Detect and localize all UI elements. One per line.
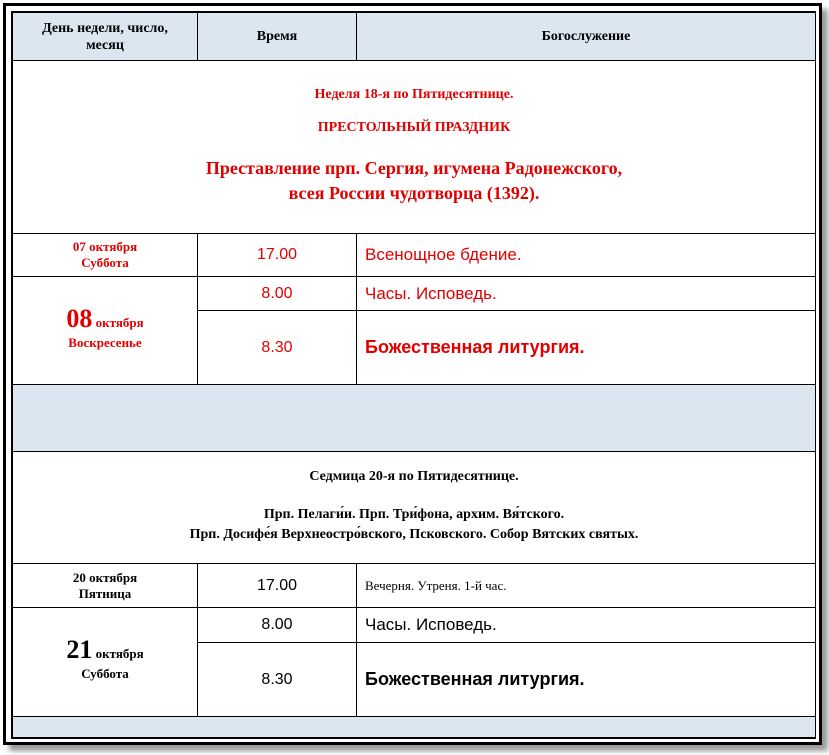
footer-cell [13,717,816,738]
day4-service-1: Часы. Исповедь. [357,608,816,643]
day3-service: Вечерня. Утреня. 1-й час. [357,564,816,608]
day3-row [13,564,816,608]
day4-month: октября [95,646,144,661]
day3-date-cell [13,564,198,608]
day1-time: 17.00 [198,234,357,277]
footer-row [13,717,816,738]
day3-time: 17.00 [198,564,357,608]
day4-row-1 [13,608,816,643]
table-header-row [13,13,816,61]
week1-title: Неделя 18-я по Пятидесятнице. [314,87,514,102]
day2-service-2: Божественная литургия. [357,311,816,385]
day4-time-1: 8.00 [198,608,357,643]
separator-cell [13,385,816,452]
week1-feast: ПРЕСТОЛЬНЫЙ ПРАЗДНИК [317,120,511,135]
schedule-table-container [11,11,816,739]
header-service: Богослужение [357,13,816,61]
day4-service-2: Божественная литургия. [357,643,816,717]
day2-weekday: Воскресенье [68,334,142,350]
day2-time-1: 8.00 [198,277,357,311]
week1-saint: Преставление прп. Сергия, игумена Радонежского, всея России чудотворца (1392). [205,158,623,203]
header-date: День недели, число, месяц [13,13,198,61]
day2-time-2: 8.30 [198,311,357,385]
day1-date: 07 октября [72,239,138,254]
header-time: Время [198,13,357,61]
week1-cell [13,61,816,234]
day1-row [13,234,816,277]
day4-date-cell [13,608,198,717]
schedule-table [12,12,816,738]
week2-title: Седмица 20-я по Пятидесятнице. [309,469,519,484]
day4-weekday: Суббота [81,666,129,681]
day1-service: Всенощное бдение. [357,234,816,277]
schedule-frame [3,3,822,745]
day1-date-cell [13,234,198,277]
day3-weekday: Пятница [78,585,132,601]
week2-saints: Прп. Пелаги́и. Прп. Три́фона, архим. Вя́тского. Прп. Досифе́я Верхнеостро́вского, Псковского. Собор Вятских святых. [189,507,639,542]
day3-date: 20 октября [72,569,138,585]
day2-month: октября [95,314,144,330]
day4-time-2: 8.30 [198,643,357,717]
day2-service-1: Часы. Исповедь. [357,277,816,311]
week2-cell [13,452,816,564]
separator-row [13,385,816,452]
day4-num: 21 [66,635,93,664]
day1-weekday: Суббота [81,255,129,270]
week1-row [13,61,816,234]
week2-row [13,452,816,564]
day2-row-1 [13,277,816,311]
day2-num: 08 [66,303,93,333]
day2-date-cell [13,277,198,385]
